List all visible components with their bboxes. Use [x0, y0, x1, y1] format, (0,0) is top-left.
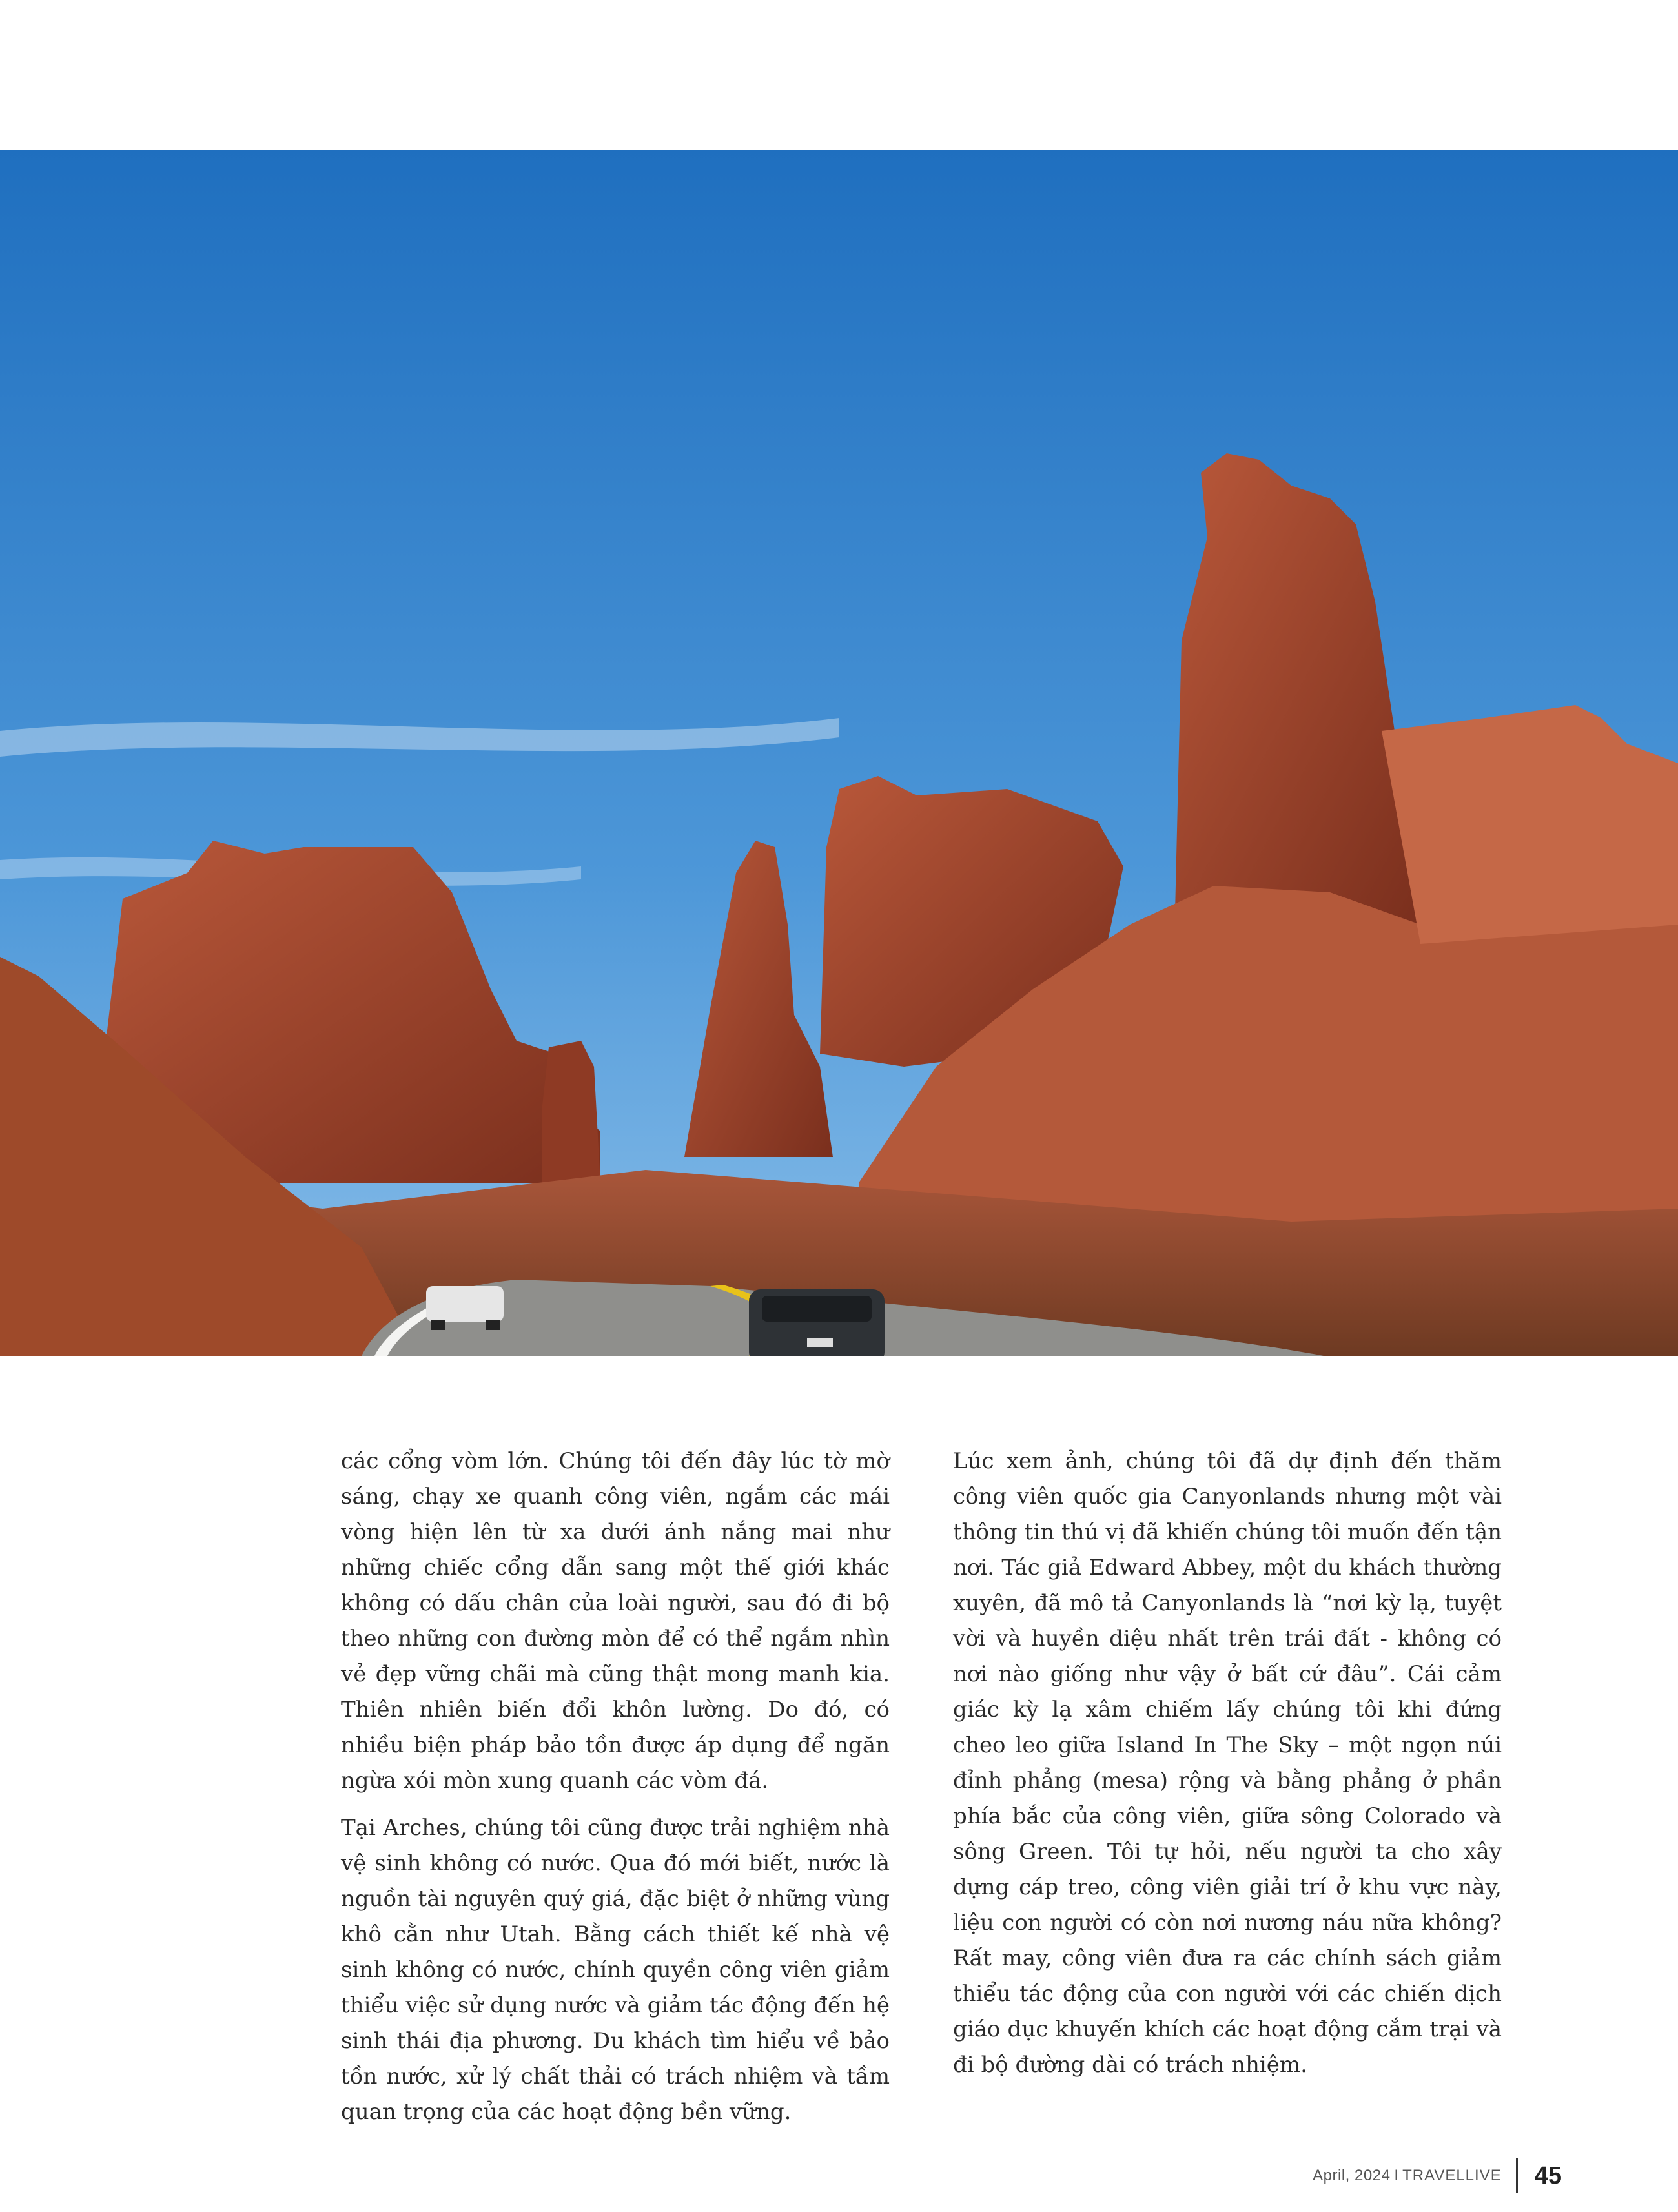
dark-suv: [749, 1289, 885, 1356]
issue-date: April, 2024: [1313, 2167, 1391, 2184]
article-column-left: [341, 1444, 890, 2142]
rock-spire-small: [542, 1041, 600, 1183]
paragraph: các cổng vòm lớn. Chúng tôi đến đây lúc tờ mờ sáng, chạy xe quanh công viên, ngắm các mái vòng hiện lên từ xa dưới ánh nắng mai như những chiếc cổng dẫn sang một thế giới khác không có dấu chân của loài người, sau đó đi bộ theo những con đường mòn để có thể ngắm nhìn vẻ đẹp vững chãi mà cũng thật mong manh kia. Thiên nhiên biến đổi khôn lường. Do đó, có nhiều biện pháp bảo tồn được áp dụng để ngăn ngừa xói mòn xung quanh các vòm đá.: [341, 1448, 890, 1794]
paragraph: Lúc xem ảnh, chúng tôi đã dự định đến thăm công viên quốc gia Canyonlands nhưng một vài thông tin thú vị đã khiến chúng tôi muốn đến tận nơi. Tác giả Edward Abbey, một du khách thường xuyên, đã mô tả Canyonlands là “nơi kỳ lạ, tuyệt vời và huyền diệu nhất trên trái đất - không có nơi nào giống như vậy ở bất cứ đâu”. Cái cảm giác kỳ lạ xâm chiếm lấy chúng tôi khi đứng cheo leo giữa Island In The Sky – một ngọn núi đỉnh phẳng (mesa) rộng và bằng phẳng ở phần phía bắc của công viên, giữa sông Colorado và sông Green. Tôi tự hỏi, nếu người ta cho xây dựng cáp treo, công viên giải trí ở khu vực này, liệu con người có còn nơi nương náu nữa không? Rất may, công viên đưa ra các chính sách giảm thiểu tác động của con người với các chiến dịch giáo dục khuyến khích các hoạt động cắm trại và đi bộ đường dài có trách nhiệm.: [953, 1448, 1502, 2078]
page-footer: [1313, 2156, 1562, 2195]
footer-separator: I: [1394, 2167, 1399, 2184]
article-column-right: [953, 1444, 1502, 2094]
landscape-illustration: [0, 150, 1678, 1356]
hero-photo: [0, 150, 1678, 1356]
footer-divider: [1516, 2158, 1518, 2193]
paragraph: Tại Arches, chúng tôi cũng được trải nghiệm nhà vệ sinh không có nước. Qua đó mới biết, nước là nguồn tài nguyên quý giá, đặc biệt ở những vùng khô cằn như Utah. Bằng cách thiết kế nhà vệ sinh không có nước, chính quyền công viên giảm thiểu việc sử dụng nước và giảm tác động đến hệ sinh thái địa phương. Du khách tìm hiểu về bảo tồn nước, xử lý chất thải có trách nhiệm và tầm quan trọng của các hoạt động bền vững.: [341, 1815, 890, 2125]
page-number: 45: [1534, 2162, 1562, 2189]
magazine-name: TRAVELLIVE: [1402, 2167, 1502, 2184]
